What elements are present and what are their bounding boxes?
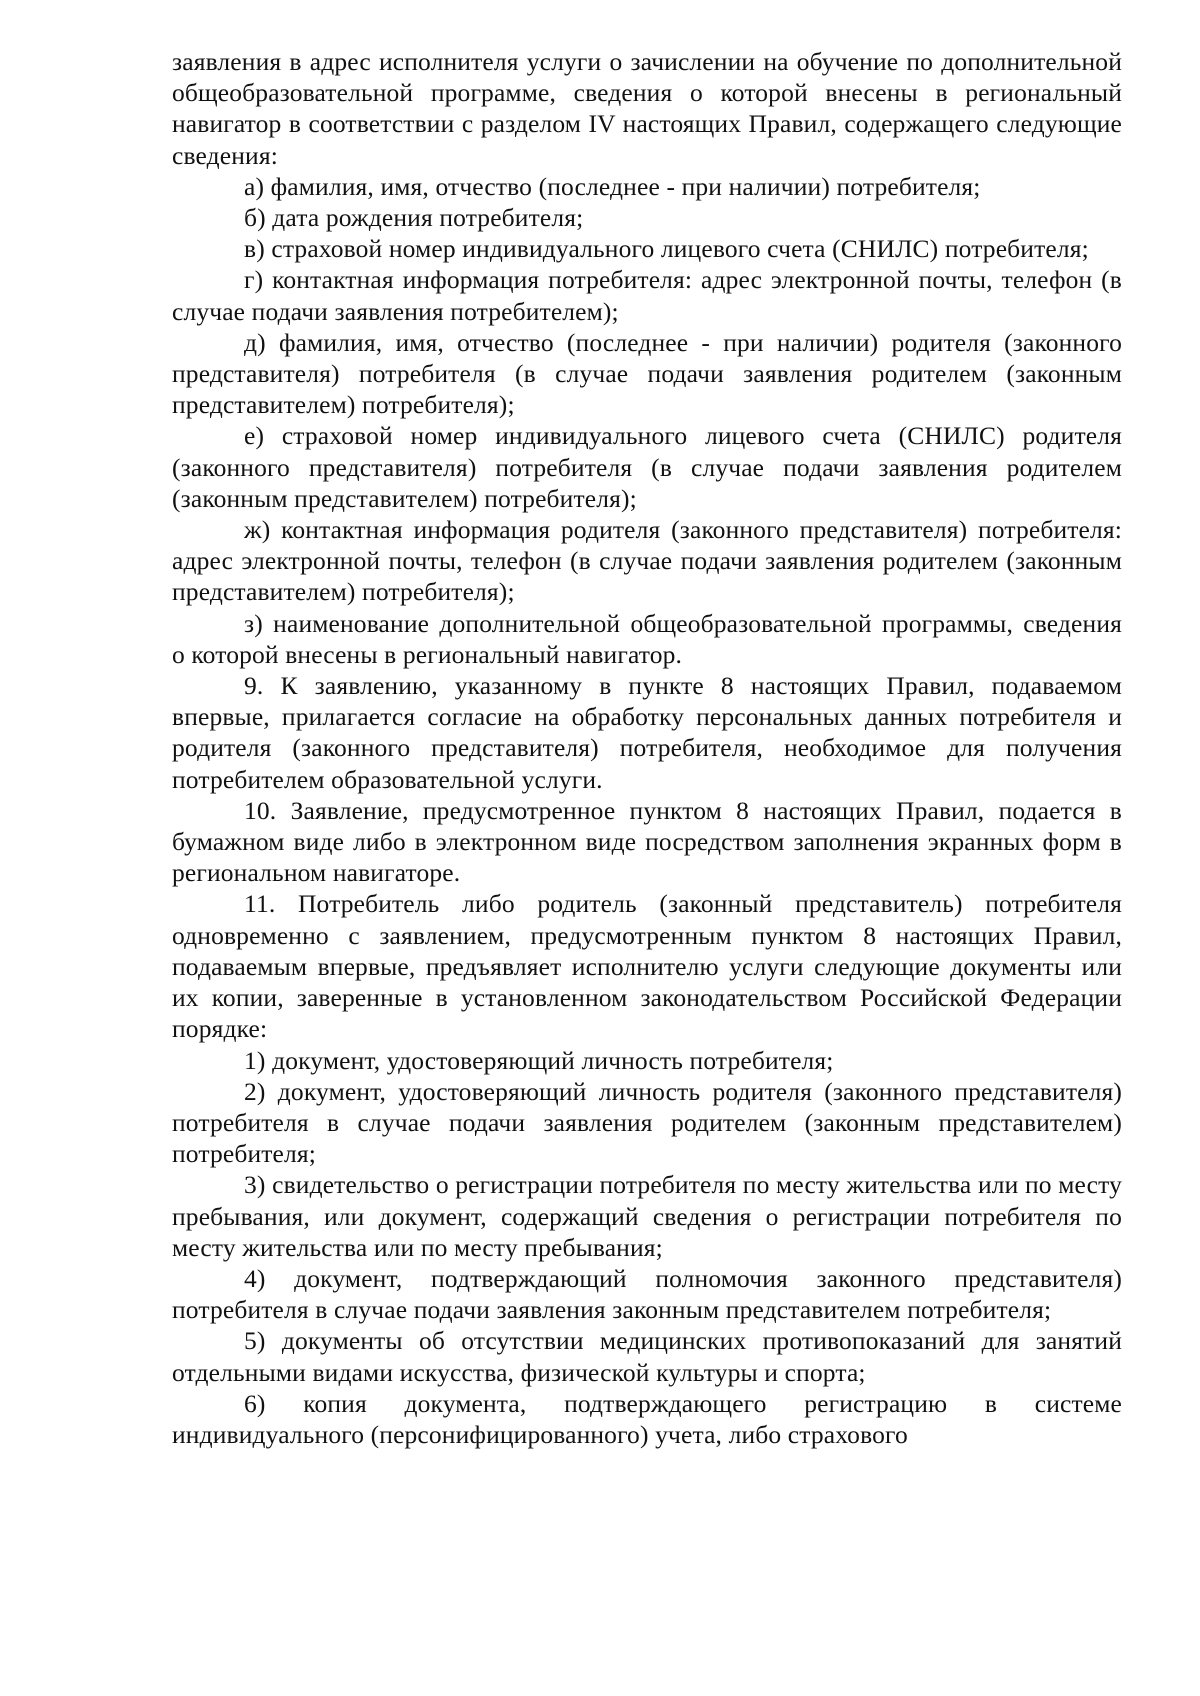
clause-9: 9. К заявлению, указанному в пункте 8 настоящих Правил, подаваемом впервые, прилагается согласие на обработку персональных данных потребителя и родителя (законного представителя) потребителя, необходимое для получения потребителем образовательной услуги. <box>172 671 1122 794</box>
document-item-6: 6) копия документа, подтверждающего регистрацию в системе индивидуального (персонифицированного) учета, либо страхового <box>172 1388 1122 1449</box>
clause-10: 10. Заявление, предусмотренное пунктом 8 настоящих Правил, подается в бумажном виде либо в электронном виде посредством заполнения экранных форм в региональном навигаторе. <box>172 795 1122 888</box>
paragraph-continuation: заявления в адрес исполнителя услуги о зачислении на обучение по дополнительной общеобразовательной программе, сведения о которой внесены в региональный навигатор в соответствии с разделом IV настоящих Правил, содержащего следующие сведения: <box>172 47 1122 170</box>
list-item-b: б) дата рождения потребителя; <box>244 203 584 233</box>
list-item-e: е) страховой номер индивидуального лицевого счета (СНИЛС) родителя (законного представителя) потребителя (в случае подачи заявления родителем (законным представителем) потребителя); <box>172 421 1122 513</box>
clause-11: 11. Потребитель либо родитель (законный представитель) потребителя одновременно с заявлением, предусмотренным пунктом 8 настоящих Правил, подаваемым впервые, предъявляет исполнителю услуги следующие документы или их копии, заверенные в установленном законодательством Российской Федерации порядке: <box>172 889 1122 1044</box>
list-item-g: г) контактная информация потребителя: адрес электронной почты, телефон (в случае подачи заявления потребителем); <box>172 265 1122 326</box>
document-item-4: 4) документ, подтверждающий полномочия законного представителя) потребителя в случае подачи заявления законным представителем потребителя; <box>172 1263 1122 1325</box>
document-body <box>172 46 1122 1450</box>
document-item-2: 2) документ, удостоверяющий личность родителя (законного представителя) потребителя в случае подачи заявления родителем (законным представителем) потребителя; <box>172 1076 1122 1169</box>
list-item-v: в) страховой номер индивидуального лицевого счета (СНИЛС) потребителя; <box>244 234 1089 264</box>
list-item-z: з) наименование дополнительной общеобразовательной программы, сведения о которой внесены в региональный навигатор. <box>172 608 1122 669</box>
document-item-5: 5) документы об отсутствии медицинских противопоказаний для занятий отдельными видами искусства, физической культуры и спорта; <box>172 1326 1122 1387</box>
document-item-1: 1) документ, удостоверяющий личность потребителя; <box>244 1045 834 1075</box>
list-item-a: а) фамилия, имя, отчество (последнее - при наличии) потребителя; <box>244 171 981 201</box>
list-item-d: д) фамилия, имя, отчество (последнее - при наличии) родителя (законного представителя) потребителя (в случае подачи заявления родителем (законным представителем) потребителя); <box>172 327 1122 420</box>
list-item-zh: ж) контактная информация родителя (законного представителя) потребителя: адрес электронной почты, телефон (в случае подачи заявления родителем (законным представителем) потребителя); <box>172 515 1122 607</box>
document-item-3: 3) свидетельство о регистрации потребителя по месту жительства или по месту пребывания, или документ, содержащий сведения о регистрации потребителя по месту жительства или по месту пребывания; <box>172 1170 1122 1262</box>
